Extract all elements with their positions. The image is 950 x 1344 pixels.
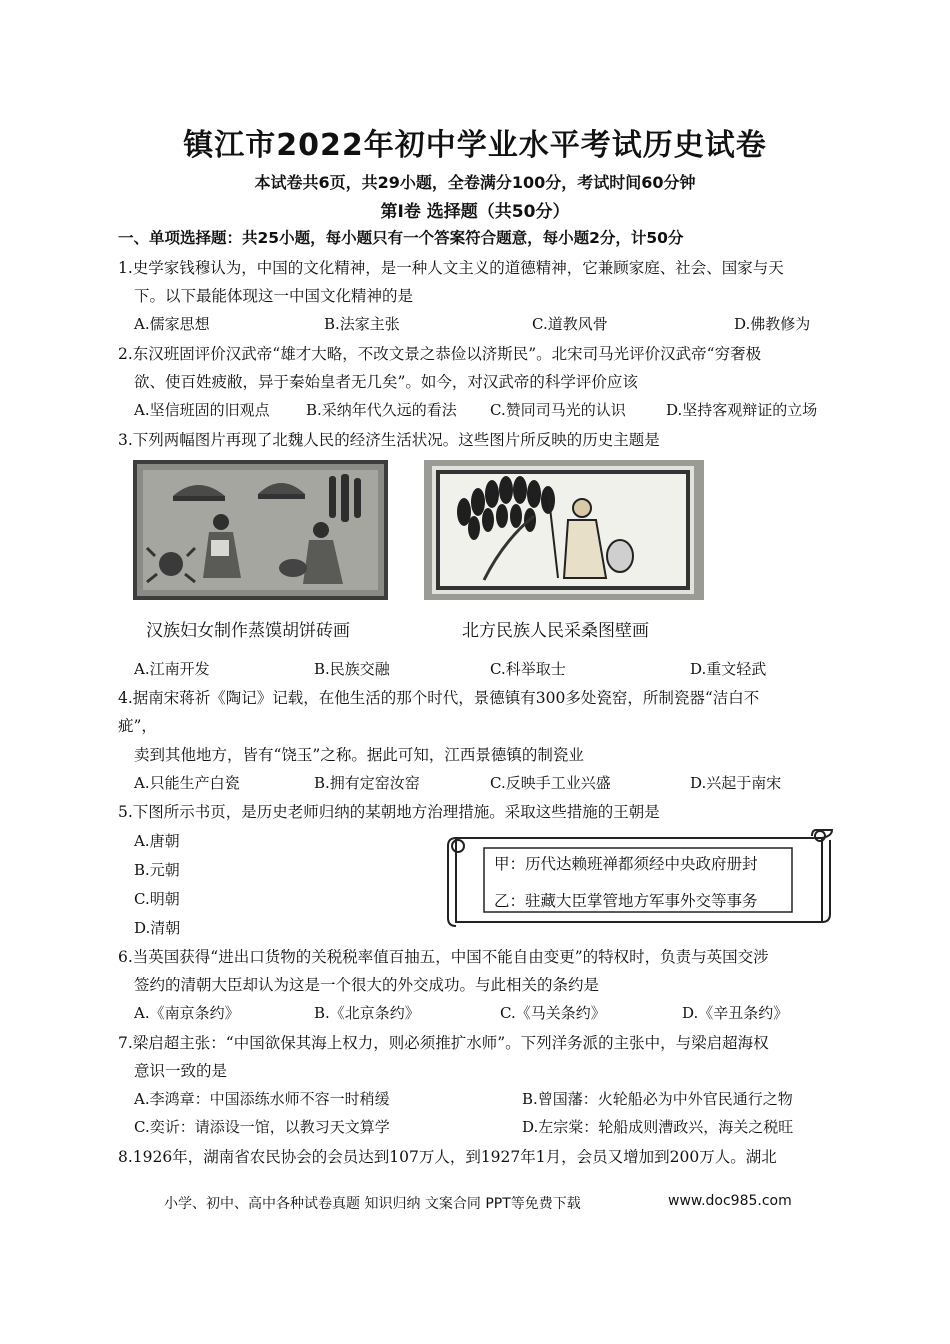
q7-stem-line2: 意识一致的是 bbox=[134, 1062, 228, 1080]
q3-option-a: A.江南开发 bbox=[134, 660, 210, 678]
q4-stem-line2: 疵”， bbox=[118, 717, 157, 735]
q2-option-b: B.采纳年代久远的看法 bbox=[306, 401, 457, 419]
q3-option-b: B.民族交融 bbox=[314, 660, 390, 678]
q7-option-a: A.李鸿章：中国添练水师不容一时稍缓 bbox=[134, 1090, 390, 1108]
footer-text: 小学、初中、高中各种试卷真题 知识归纳 文案合同 PPT等免费下载 bbox=[164, 1196, 581, 1212]
q6-option-c: C.《马关条约》 bbox=[500, 1004, 606, 1022]
q1-option-c: C.道教风骨 bbox=[532, 315, 608, 333]
q8-stem-line1: 8.1926年，湖南省农民协会的会员达到107万人，到1927年1月，会员又增加到200万人。湖北 bbox=[118, 1148, 777, 1166]
brick-painting-image bbox=[133, 460, 388, 600]
q1-stem-line2: 下。以下最能体现这一中国文化精神的是 bbox=[134, 287, 414, 305]
q6-option-a: A.《南京条约》 bbox=[134, 1004, 240, 1022]
q4-stem-line1: 4.据南宋蒋祈《陶记》记载，在他生活的那个时代，景德镇有300多处瓷窑，所制瓷器“洁白不 bbox=[118, 689, 760, 707]
q6-option-d: D.《辛丑条约》 bbox=[682, 1004, 789, 1022]
q4-option-d: D.兴起于南宋 bbox=[690, 774, 782, 792]
q6-stem-line1: 6.当英国获得“进出口货物的关税税率值百抽五，中国不能自由变更”的特权时，负责与英国交涉 bbox=[118, 948, 769, 966]
q3-caption-right: 北方民族人民采桑图壁画 bbox=[462, 621, 649, 641]
q1-stem-line1: 1.史学家钱穆认为，中国的文化精神，是一种人文主义的道德精神，它兼顾家庭、社会、国家与天 bbox=[118, 259, 784, 277]
q1-option-a: A.儒家思想 bbox=[134, 315, 210, 333]
part-heading: 第Ⅰ卷 选择题（共50分） bbox=[380, 202, 570, 222]
q5-option-a: A.唐朝 bbox=[134, 832, 180, 850]
scroll-line-jia: 甲：历代达赖班禅都须经中央政府册封 bbox=[494, 855, 758, 873]
q5-stem: 5.下图所示书页，是历史老师归纳的某朝地方治理措施。采取这些措施的王朝是 bbox=[118, 803, 660, 821]
q2-option-c: C.赞同司马光的认识 bbox=[490, 401, 626, 419]
scroll-line-yi: 乙：驻藏大臣掌管地方军事外交等事务 bbox=[494, 892, 758, 910]
exam-subtitle: 本试卷共6页，共29小题，全卷满分100分，考试时间60分钟 bbox=[254, 173, 696, 192]
q3-option-c: C.科举取士 bbox=[490, 660, 566, 678]
q7-stem-line1: 7.梁启超主张：“中国欲保其海上权力，则必须推扩水师”。下列洋务派的主张中，与梁启超海权 bbox=[118, 1034, 769, 1052]
q5-option-b: B.元朝 bbox=[134, 861, 180, 879]
q4-option-a: A.只能生产白瓷 bbox=[134, 774, 240, 792]
q7-option-d: D.左宗棠：轮船成则漕政兴，海关之税旺 bbox=[522, 1118, 794, 1136]
q3-option-d: D.重文轻武 bbox=[690, 660, 767, 678]
q4-option-c: C.反映手工业兴盛 bbox=[490, 774, 611, 792]
q7-option-c: C.奕䜣：请添设一馆，以教习天文算学 bbox=[134, 1118, 390, 1136]
q6-option-b: B.《北京条约》 bbox=[314, 1004, 420, 1022]
q3-stem: 3.下列两幅图片再现了北魏人民的经济生活状况。这些图片所反映的历史主题是 bbox=[118, 431, 660, 449]
q1-option-b: B.法家主张 bbox=[324, 315, 400, 333]
q1-option-d: D.佛教修为 bbox=[734, 315, 811, 333]
q2-option-d: D.坚持客观辩证的立场 bbox=[666, 401, 818, 419]
q3-caption-left: 汉族妇女制作蒸馍胡饼砖画 bbox=[146, 621, 350, 641]
mural-image bbox=[424, 460, 704, 600]
q2-stem-line2: 欲、使百姓疲敝，异于秦始皇者无几矣”。如今，对汉武帝的科学评价应该 bbox=[134, 373, 638, 391]
q5-option-d: D.清朝 bbox=[134, 919, 181, 937]
section-heading: 一、单项选择题：共25小题，每小题只有一个答案符合题意，每小题2分，计50分 bbox=[118, 229, 684, 247]
q7-option-b: B.曾国藩：火轮船必为中外官民通行之物 bbox=[522, 1090, 793, 1108]
q4-option-b: B.拥有定窑汝窑 bbox=[314, 774, 420, 792]
exam-title: 镇江市2022年初中学业水平考试历史试卷 bbox=[183, 128, 767, 163]
q4-stem-line3: 卖到其他地方，皆有“饶玉”之称。据此可知，江西景德镇的制瓷业 bbox=[134, 746, 584, 764]
q2-option-a: A.坚信班固的旧观点 bbox=[134, 401, 270, 419]
scroll-illustration bbox=[444, 826, 836, 928]
footer-site[interactable]: www.doc985.com bbox=[668, 1193, 792, 1209]
q5-option-c: C.明朝 bbox=[134, 890, 180, 908]
q2-stem-line1: 2.东汉班固评价汉武帝“雄才大略，不改文景之恭俭以济斯民”。北宋司马光评价汉武帝“穷奢极 bbox=[118, 345, 762, 363]
q6-stem-line2: 签约的清朝大臣却认为这是一个很大的外交成功。与此相关的条约是 bbox=[134, 976, 600, 994]
